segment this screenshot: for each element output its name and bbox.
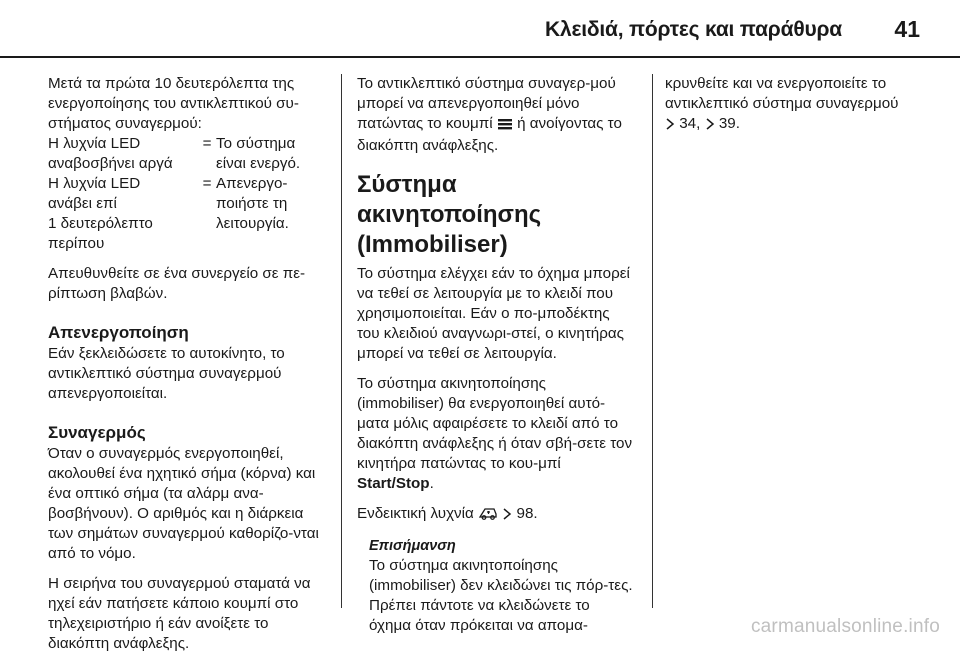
alarm-paragraph: Όταν ο συναγερμός ενεργοποιηθεί, ακολουθεί ένα ηχητικό σήμα (κόρνα) και ένα οπτικό σήμα (τα αλάρμ ανα-βοσβήνουν). Ο αριθμός και η διάρκεια των σημάτων συναγερμού καθορίζο-νται από το νόμο. bbox=[48, 445, 319, 562]
led-state-text: ανάβει επί bbox=[48, 195, 117, 212]
paragraph-text: Το αντικλεπτικό σύστημα συναγερ-μού μπορεί να απενεργοποιηθεί μόνο πατώντας το κουμπί bbox=[357, 75, 616, 132]
page-reference: 98. bbox=[516, 505, 538, 522]
note-text: Το σύστημα ακινητοποίησης (immobiliser) δεν κλειδώνει τις πόρ-τες. Πρέπει πάντοτε να κλειδώνετε το όχημα όταν πρόκειται να απομα- bbox=[369, 557, 633, 634]
paragraph-text: Το σύστημα ακινητοποίησης (immobiliser) θα ενεργοποιηθεί αυτό-ματα μόλις αφαιρέσετε το κλειδί από το διακόπτη ανάφλεξης ή όταν σβή-σετε τον κινητήρα πατώντας το κου-μπί bbox=[357, 375, 633, 472]
led-state-text: 1 δευτερόλεπτο bbox=[48, 215, 153, 232]
paragraph-text: Ενδεικτική λυχνία bbox=[357, 505, 474, 522]
deactivation-heading: Απενεργοποίηση bbox=[48, 323, 189, 342]
paragraph-text: κρυνθείτε και να ενεργοποιείτε το αντικλεπτικό σύστημα συναγερμού bbox=[665, 75, 899, 112]
page-reference-icon bbox=[502, 506, 512, 526]
page-reference-icon bbox=[705, 116, 715, 136]
led-state-cell bbox=[48, 174, 198, 254]
column-2 bbox=[357, 74, 633, 636]
meaning-text: λειτουργία. bbox=[216, 215, 289, 232]
unlock-button-icon bbox=[497, 116, 513, 136]
header-rule bbox=[0, 56, 960, 58]
paragraph-text: ή ανοίγοντας το διακόπτη ανάφλεξης. bbox=[357, 115, 622, 154]
meaning-cell bbox=[216, 134, 332, 174]
deactivate-alarm-paragraph bbox=[357, 74, 633, 156]
equals-sign: = bbox=[202, 135, 212, 152]
led-state-cell bbox=[48, 134, 198, 174]
equals-sign: = bbox=[202, 175, 212, 192]
immobiliser-paragraph-2 bbox=[357, 374, 633, 494]
table-row bbox=[48, 174, 332, 254]
led-state-text: Η λυχνία LED bbox=[48, 135, 141, 152]
note-box bbox=[369, 536, 633, 636]
chapter-title: Κλειδιά, πόρτες και παράθυρα bbox=[545, 18, 842, 41]
meaning-text: ποιήστε τη bbox=[216, 195, 288, 212]
meaning-text: Το σύστημα bbox=[216, 135, 296, 152]
note-title: Επισήμανση bbox=[369, 538, 456, 554]
meaning-cell bbox=[216, 174, 332, 254]
immobiliser-heading: Σύστημα ακινητοποίησης (Immobiliser) bbox=[357, 171, 542, 258]
start-stop-label: Start/Stop bbox=[357, 475, 430, 492]
table-row bbox=[48, 134, 332, 174]
page-reference: 39. bbox=[718, 115, 740, 132]
immobiliser-paragraph-1: Το σύστημα ελέγχει εάν το όχημα μπορεί να τεθεί σε λειτουργία με το κλειδί που χρησιμοποιείται. Εάν ο πο-μποδέκτης του κλειδιού αναγνωρι-στεί, ο κινητήρας μπορεί να τεθεί σε λειτουργία. bbox=[357, 265, 630, 362]
led-state-text: περίπου bbox=[48, 235, 105, 252]
led-status-table bbox=[48, 134, 332, 254]
page-reference-icon bbox=[665, 116, 675, 136]
note-continuation bbox=[665, 74, 925, 136]
workshop-paragraph: Απευθυνθείτε σε ένα συνεργείο σε πε-ρίπτωση βλαβών. bbox=[48, 265, 306, 302]
alarm-heading: Συναγερμός bbox=[48, 423, 146, 442]
column-divider bbox=[341, 74, 342, 608]
page-number: 41 bbox=[894, 16, 920, 42]
intro-paragraph: Μετά τα πρώτα 10 δευτερόλεπτα της ενεργοποίησης του αντικλεπτικού συ-στήματος συναγερμού: bbox=[48, 75, 299, 132]
column-1 bbox=[48, 74, 332, 654]
column-3 bbox=[665, 74, 925, 136]
paragraph-text: . bbox=[429, 475, 434, 492]
siren-paragraph: Η σειρήνα του συναγερμού σταματά να ηχεί εάν πατήσετε κάποιο κουμπί στο τηλεχειριστήριο ή εάν ανοίξετε το διακόπτη ανάφλεξης. bbox=[48, 575, 311, 652]
watermark: carmanualsonline.info bbox=[750, 616, 940, 637]
meaning-text: Απενεργο- bbox=[216, 175, 288, 192]
indicator-line bbox=[357, 504, 633, 526]
page-header bbox=[0, 0, 960, 56]
meaning-text: είναι ενεργό. bbox=[216, 155, 301, 172]
led-state-text: Η λυχνία LED bbox=[48, 175, 141, 192]
page-reference: 34, bbox=[679, 115, 701, 132]
immobiliser-warning-icon bbox=[478, 506, 498, 526]
led-state-text: αναβοσβήνει αργά bbox=[48, 155, 173, 172]
column-divider bbox=[652, 74, 653, 608]
deactivation-paragraph: Εάν ξεκλειδώσετε το αυτοκίνητο, το αντικλεπτικό σύστημα συναγερμού απενεργοποιείται. bbox=[48, 345, 285, 402]
